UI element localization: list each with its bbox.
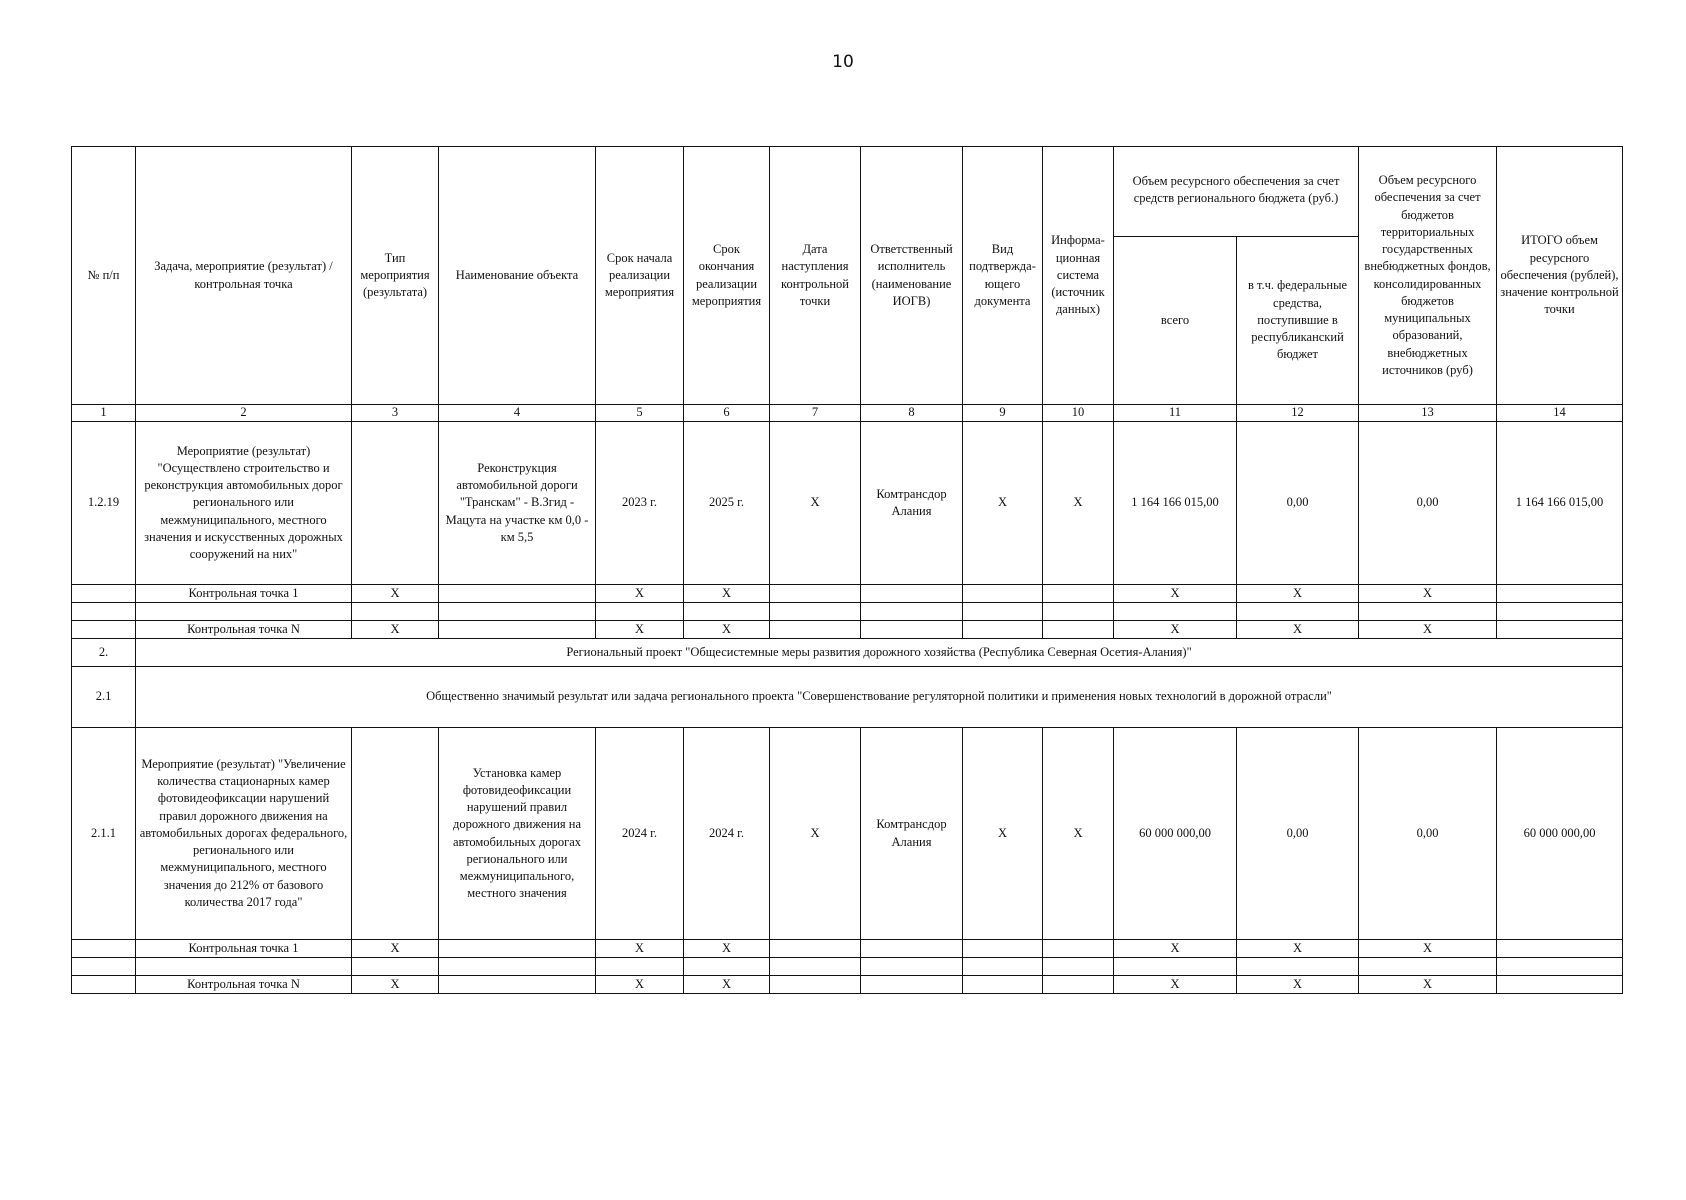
checkpoint-x: X xyxy=(352,940,439,958)
checkpoint-blank-row xyxy=(72,958,1623,976)
section-title: Общественно значимый результат или задача регионального проекта "Совершенствование регуляторной политики и применения новых технологий в дорожной отрасли" xyxy=(136,667,1623,728)
column-number: 3 xyxy=(352,405,439,422)
column-number: 5 xyxy=(596,405,684,422)
checkpoint-blank-row xyxy=(72,603,1623,621)
header-checkpoint-date: Дата наступления контрольной точки xyxy=(770,147,861,405)
row-federal: 0,00 xyxy=(1237,422,1359,585)
checkpoint-x: X xyxy=(352,621,439,639)
row-info-system: X xyxy=(1043,422,1114,585)
checkpoint-row xyxy=(72,976,1623,994)
checkpoint-label: Контрольная точка N xyxy=(136,621,352,639)
header-other-budgets: Объем ресурсного обеспечения за счет бюджетов территориальных государственных внебюджетных фондов, консолидированных бюджетов муниципальных образований, внебюджетных источников (руб) xyxy=(1359,147,1497,405)
checkpoint-x: X xyxy=(596,976,684,994)
header-num: № п/п xyxy=(72,147,136,405)
section-row-2 xyxy=(72,639,1623,667)
row-total: 60 000 000,00 xyxy=(1114,728,1237,940)
checkpoint-x: X xyxy=(1359,585,1497,603)
checkpoint-x: X xyxy=(1359,621,1497,639)
checkpoint-x: X xyxy=(684,585,770,603)
checkpoint-row xyxy=(72,940,1623,958)
header-object: Наименование объекта xyxy=(439,147,596,405)
checkpoint-x: X xyxy=(1114,976,1237,994)
checkpoint-row xyxy=(72,585,1623,603)
row-document-type: X xyxy=(963,422,1043,585)
column-number: 7 xyxy=(770,405,861,422)
header-total: всего xyxy=(1114,237,1237,405)
checkpoint-label: Контрольная точка N xyxy=(136,976,352,994)
column-numbers-row xyxy=(72,405,1623,422)
row-type xyxy=(352,728,439,940)
checkpoint-x: X xyxy=(1114,585,1237,603)
checkpoint-x: X xyxy=(1114,940,1237,958)
header-executor: Ответственный исполнитель (наименование ИОГВ) xyxy=(861,147,963,405)
checkpoint-x: X xyxy=(596,585,684,603)
column-number: 12 xyxy=(1237,405,1359,422)
resource-table xyxy=(71,146,1623,994)
row-start: 2024 г. xyxy=(596,728,684,940)
header-federal: в т.ч. федеральные средства, поступившие в республиканский бюджет xyxy=(1237,237,1359,405)
header-end: Срок окончания реализации мероприятия xyxy=(684,147,770,405)
column-number: 1 xyxy=(72,405,136,422)
row-object: Реконструкция автомобильной дороги "Транскам" - В.Згид - Мацута на участке км 0,0 - км 5,5 xyxy=(439,422,596,585)
section-number: 2.1 xyxy=(72,667,136,728)
checkpoint-x: X xyxy=(1359,940,1497,958)
checkpoint-x: X xyxy=(1237,585,1359,603)
header-task: Задача, мероприятие (результат) / контрольная точка xyxy=(136,147,352,405)
header-row-1 xyxy=(72,147,1623,237)
header-type: Тип мероприятия (результата) xyxy=(352,147,439,405)
row-checkpoint-date: X xyxy=(770,422,861,585)
checkpoint-x: X xyxy=(1237,940,1359,958)
column-number: 9 xyxy=(963,405,1043,422)
checkpoint-x: X xyxy=(352,585,439,603)
column-number: 14 xyxy=(1497,405,1623,422)
section-number: 2. xyxy=(72,639,136,667)
checkpoint-x: X xyxy=(596,940,684,958)
checkpoint-x: X xyxy=(1237,976,1359,994)
row-total: 1 164 166 015,00 xyxy=(1114,422,1237,585)
table-row-1-2-19 xyxy=(72,422,1623,585)
row-number: 1.2.19 xyxy=(72,422,136,585)
section-row-2-1 xyxy=(72,667,1623,728)
table-row-2-1-1 xyxy=(72,728,1623,940)
header-start: Срок начала реализации мероприятия xyxy=(596,147,684,405)
header-regional-budget: Объем ресурсного обеспечения за счет средств регионального бюджета (руб.) xyxy=(1114,147,1359,237)
row-checkpoint-date: X xyxy=(770,728,861,940)
column-number: 10 xyxy=(1043,405,1114,422)
checkpoint-x: X xyxy=(1114,621,1237,639)
checkpoint-x: X xyxy=(684,621,770,639)
column-number: 11 xyxy=(1114,405,1237,422)
row-document-type: X xyxy=(963,728,1043,940)
row-executor: Комтрансдор Алания xyxy=(861,422,963,585)
row-end: 2024 г. xyxy=(684,728,770,940)
row-federal: 0,00 xyxy=(1237,728,1359,940)
column-number: 13 xyxy=(1359,405,1497,422)
checkpoint-label: Контрольная точка 1 xyxy=(136,940,352,958)
row-type xyxy=(352,422,439,585)
checkpoint-label: Контрольная точка 1 xyxy=(136,585,352,603)
row-end: 2025 г. xyxy=(684,422,770,585)
header-info-system: Информа-ционная система (источник данных) xyxy=(1043,147,1114,405)
checkpoint-x: X xyxy=(352,976,439,994)
column-number: 6 xyxy=(684,405,770,422)
page-number: 10 xyxy=(832,52,854,72)
row-object: Установка камер фотовидеофиксации нарушений правил дорожного движения на автомобильных дорогах регионального или межмуниципального, местного значения xyxy=(439,728,596,940)
row-task: Мероприятие (результат) "Осуществлено строительство и реконструкция автомобильных дорог регионального или межмуниципального, местного значения и искусственных дорожных сооружений на них" xyxy=(136,422,352,585)
checkpoint-x: X xyxy=(684,940,770,958)
row-other: 0,00 xyxy=(1359,728,1497,940)
row-task: Мероприятие (результат) "Увеличение количества стационарных камер фотовидеофиксации нарушений правил дорожного движения на автомобильных дорогах федерального, регионального или межмуниципального, местного значения до 212% от базового количества 2017 года" xyxy=(136,728,352,940)
header-itogo: ИТОГО объем ресурсного обеспечения (рублей), значение контрольной точки xyxy=(1497,147,1623,405)
header-document-type: Вид подтвержда-ющего документа xyxy=(963,147,1043,405)
column-number: 4 xyxy=(439,405,596,422)
checkpoint-x: X xyxy=(1237,621,1359,639)
checkpoint-row xyxy=(72,621,1623,639)
row-executor: Комтрансдор Алания xyxy=(861,728,963,940)
column-number: 2 xyxy=(136,405,352,422)
checkpoint-x: X xyxy=(596,621,684,639)
row-itogo: 1 164 166 015,00 xyxy=(1497,422,1623,585)
row-info-system: X xyxy=(1043,728,1114,940)
row-number: 2.1.1 xyxy=(72,728,136,940)
column-number: 8 xyxy=(861,405,963,422)
checkpoint-x: X xyxy=(684,976,770,994)
section-title: Региональный проект "Общесистемные меры развития дорожного хозяйства (Республика Северная Осетия-Алания)" xyxy=(136,639,1623,667)
row-other: 0,00 xyxy=(1359,422,1497,585)
row-start: 2023 г. xyxy=(596,422,684,585)
checkpoint-x: X xyxy=(1359,976,1497,994)
row-itogo: 60 000 000,00 xyxy=(1497,728,1623,940)
